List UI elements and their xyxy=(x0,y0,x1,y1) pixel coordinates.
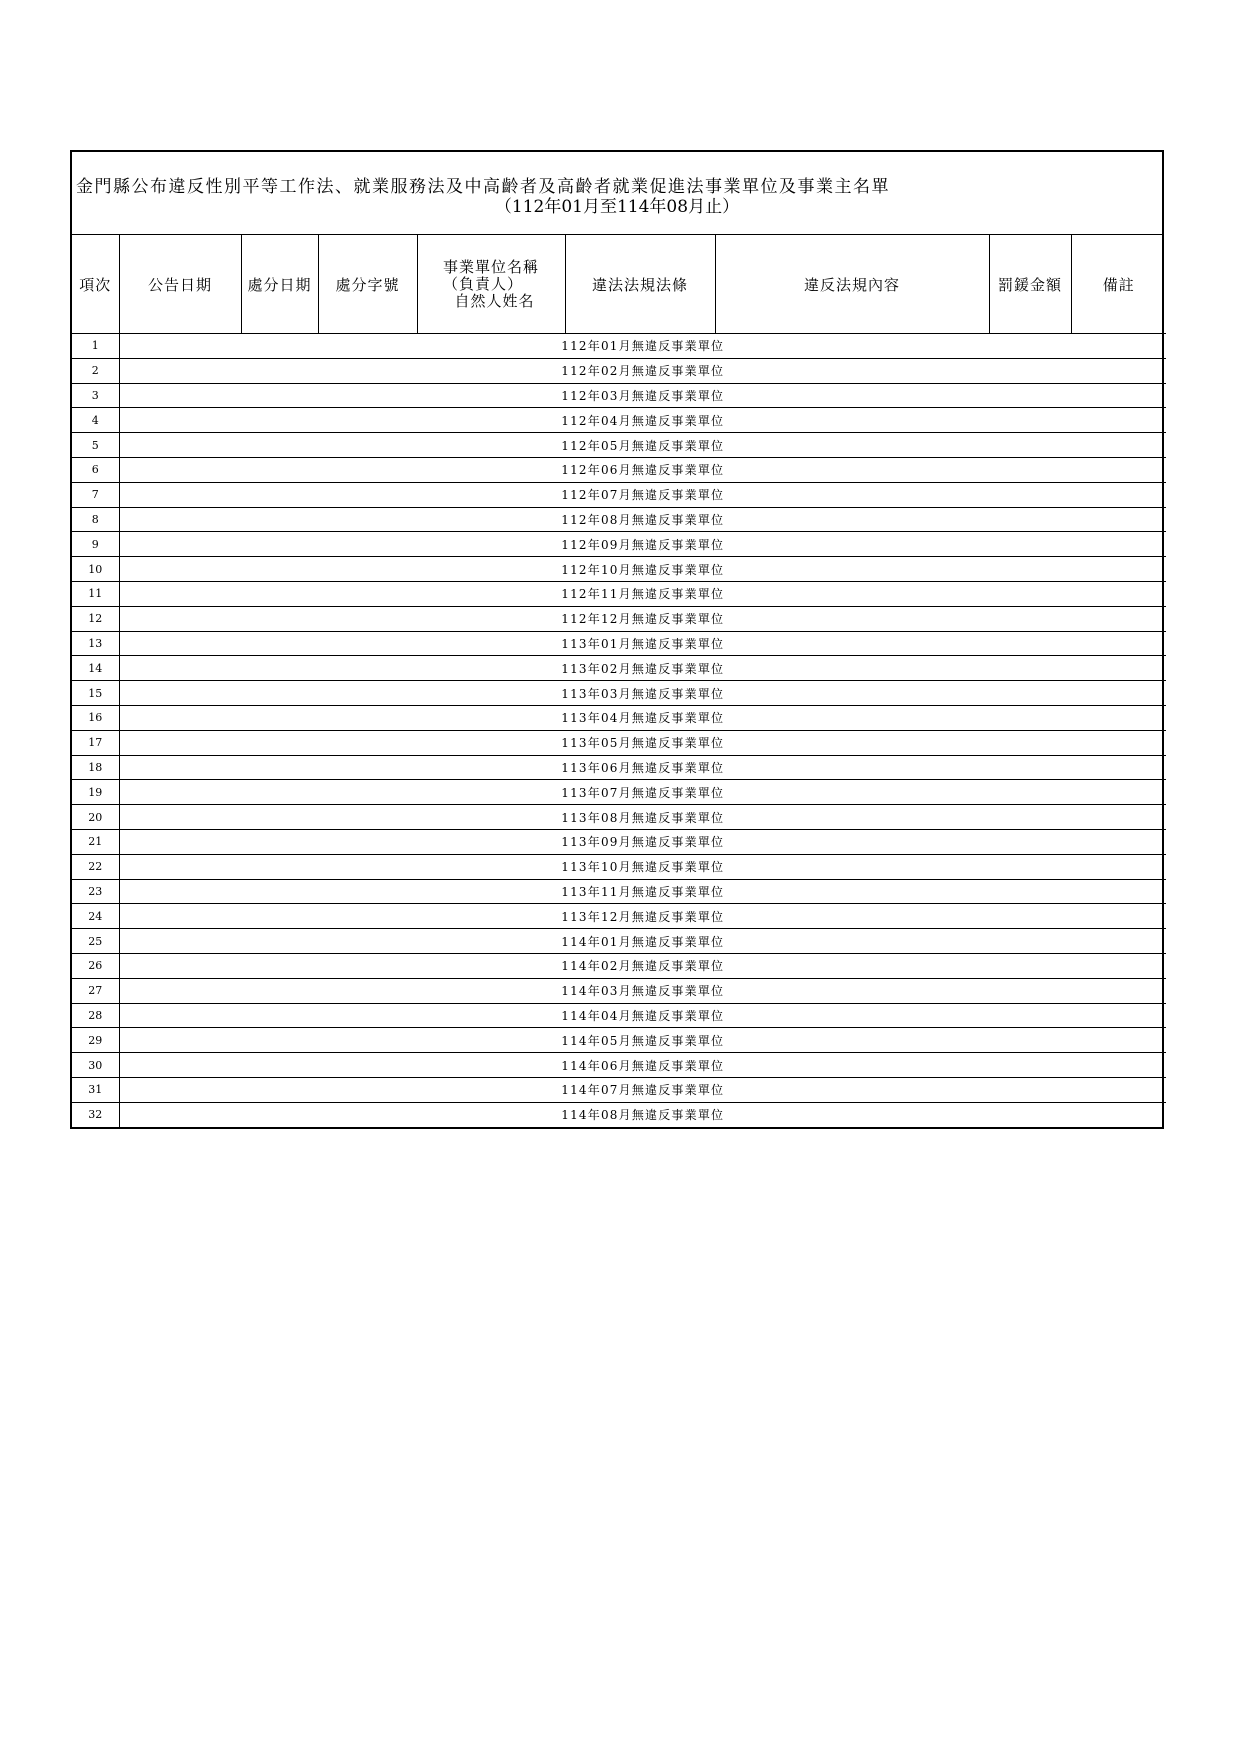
row-status-text: 113年04月無違反事業單位 xyxy=(119,705,1166,730)
row-index: 23 xyxy=(72,879,119,904)
row-index: 12 xyxy=(72,606,119,631)
row-status-text: 112年02月無違反事業單位 xyxy=(119,358,1166,383)
table-row xyxy=(72,532,1166,557)
row-status-text: 112年10月無違反事業單位 xyxy=(119,557,1166,582)
row-status-text: 113年09月無違反事業單位 xyxy=(119,829,1166,854)
row-status-text: 114年08月無違反事業單位 xyxy=(119,1102,1166,1126)
table-row xyxy=(72,433,1166,458)
table-row xyxy=(72,383,1166,408)
header-name-line2: （負責人） xyxy=(442,274,523,293)
row-index: 5 xyxy=(72,433,119,458)
header-row xyxy=(72,235,1166,334)
header-penalty-date: 處分日期 xyxy=(241,235,318,334)
row-status-text: 114年07月無違反事業單位 xyxy=(119,1077,1166,1102)
header-name-line1: 事業單位名稱 xyxy=(442,257,539,276)
header-announce-date: 公告日期 xyxy=(119,235,241,334)
table-row xyxy=(72,705,1166,730)
table-row xyxy=(72,953,1166,978)
row-index: 7 xyxy=(72,482,119,507)
row-index: 30 xyxy=(72,1053,119,1078)
business-name-header-text xyxy=(443,259,539,310)
table-row xyxy=(72,656,1166,681)
row-index: 32 xyxy=(72,1102,119,1126)
violation-list-sheet xyxy=(70,150,1164,1129)
table-row xyxy=(72,681,1166,706)
row-status-text: 112年07月無違反事業單位 xyxy=(119,482,1166,507)
row-status-text: 113年02月無違反事業單位 xyxy=(119,656,1166,681)
table-row xyxy=(72,408,1166,433)
row-index: 26 xyxy=(72,953,119,978)
table-row xyxy=(72,904,1166,929)
row-index: 17 xyxy=(72,730,119,755)
row-index: 3 xyxy=(72,383,119,408)
table-row xyxy=(72,780,1166,805)
row-index: 13 xyxy=(72,631,119,656)
row-status-text: 112年12月無違反事業單位 xyxy=(119,606,1166,631)
row-index: 14 xyxy=(72,656,119,681)
row-index: 24 xyxy=(72,904,119,929)
row-status-text: 113年01月無違反事業單位 xyxy=(119,631,1166,656)
table-row xyxy=(72,929,1166,954)
table-row xyxy=(72,1102,1166,1126)
row-status-text: 114年05月無違反事業單位 xyxy=(119,1028,1166,1053)
table-row xyxy=(72,1053,1166,1078)
row-status-text: 113年11月無違反事業單位 xyxy=(119,879,1166,904)
row-status-text: 112年08月無違反事業單位 xyxy=(119,507,1166,532)
header-business-name xyxy=(417,235,565,334)
row-index: 25 xyxy=(72,929,119,954)
row-status-text: 114年04月無違反事業單位 xyxy=(119,1003,1166,1028)
row-index: 11 xyxy=(72,581,119,606)
row-index: 10 xyxy=(72,557,119,582)
title-box xyxy=(72,152,1162,235)
row-index: 1 xyxy=(72,334,119,359)
table-row xyxy=(72,978,1166,1003)
row-status-text: 114年01月無違反事業單位 xyxy=(119,929,1166,954)
row-index: 21 xyxy=(72,829,119,854)
table-row xyxy=(72,1077,1166,1102)
row-index: 4 xyxy=(72,408,119,433)
table-row xyxy=(72,829,1166,854)
row-index: 19 xyxy=(72,780,119,805)
table-row xyxy=(72,334,1166,359)
document-period: （112年01月至114年08月止） xyxy=(494,197,740,217)
table-row xyxy=(72,755,1166,780)
row-status-text: 112年05月無違反事業單位 xyxy=(119,433,1166,458)
violation-table xyxy=(72,235,1166,1127)
row-status-text: 112年09月無違反事業單位 xyxy=(119,532,1166,557)
row-status-text: 113年08月無違反事業單位 xyxy=(119,805,1166,830)
row-index: 31 xyxy=(72,1077,119,1102)
table-row xyxy=(72,854,1166,879)
row-status-text: 113年06月無違反事業單位 xyxy=(119,755,1166,780)
row-status-text: 114年02月無違反事業單位 xyxy=(119,953,1166,978)
table-row xyxy=(72,358,1166,383)
table-row xyxy=(72,457,1166,482)
row-index: 22 xyxy=(72,854,119,879)
row-status-text: 114年06月無違反事業單位 xyxy=(119,1053,1166,1078)
row-status-text: 112年03月無違反事業單位 xyxy=(119,383,1166,408)
row-status-text: 113年12月無違反事業單位 xyxy=(119,904,1166,929)
header-law-article: 違法法規法條 xyxy=(565,235,715,334)
table-row xyxy=(72,482,1166,507)
header-index: 項次 xyxy=(72,235,119,334)
table-row xyxy=(72,507,1166,532)
table-row xyxy=(72,631,1166,656)
document-title: 金門縣公布違反性別平等工作法、就業服務法及中高齡者及高齡者就業促進法事業單位及事業主名單 xyxy=(76,177,890,197)
header-fine-amount: 罰鍰金額 xyxy=(989,235,1071,334)
row-status-text: 112年01月無違反事業單位 xyxy=(119,334,1166,359)
table-row xyxy=(72,730,1166,755)
row-status-text: 112年04月無違反事業單位 xyxy=(119,408,1166,433)
table-row xyxy=(72,805,1166,830)
row-status-text: 112年11月無違反事業單位 xyxy=(119,581,1166,606)
row-status-text: 113年03月無違反事業單位 xyxy=(119,681,1166,706)
row-index: 18 xyxy=(72,755,119,780)
header-penalty-number: 處分字號 xyxy=(318,235,417,334)
row-index: 28 xyxy=(72,1003,119,1028)
header-name-line3: 自然人姓名 xyxy=(454,291,535,310)
table-row xyxy=(72,1028,1166,1053)
row-status-text: 113年10月無違反事業單位 xyxy=(119,854,1166,879)
row-index: 6 xyxy=(72,457,119,482)
table-row xyxy=(72,1003,1166,1028)
row-index: 27 xyxy=(72,978,119,1003)
table-body xyxy=(72,334,1166,1127)
header-violation-content: 違反法規內容 xyxy=(715,235,989,334)
row-index: 20 xyxy=(72,805,119,830)
table-row xyxy=(72,557,1166,582)
row-index: 15 xyxy=(72,681,119,706)
row-index: 9 xyxy=(72,532,119,557)
table-row xyxy=(72,879,1166,904)
header-remarks: 備註 xyxy=(1071,235,1166,334)
row-index: 29 xyxy=(72,1028,119,1053)
row-index: 8 xyxy=(72,507,119,532)
row-status-text: 112年06月無違反事業單位 xyxy=(119,457,1166,482)
row-index: 16 xyxy=(72,705,119,730)
table-row xyxy=(72,606,1166,631)
row-status-text: 113年07月無違反事業單位 xyxy=(119,780,1166,805)
row-status-text: 113年05月無違反事業單位 xyxy=(119,730,1166,755)
row-status-text: 114年03月無違反事業單位 xyxy=(119,978,1166,1003)
row-index: 2 xyxy=(72,358,119,383)
table-row xyxy=(72,581,1166,606)
